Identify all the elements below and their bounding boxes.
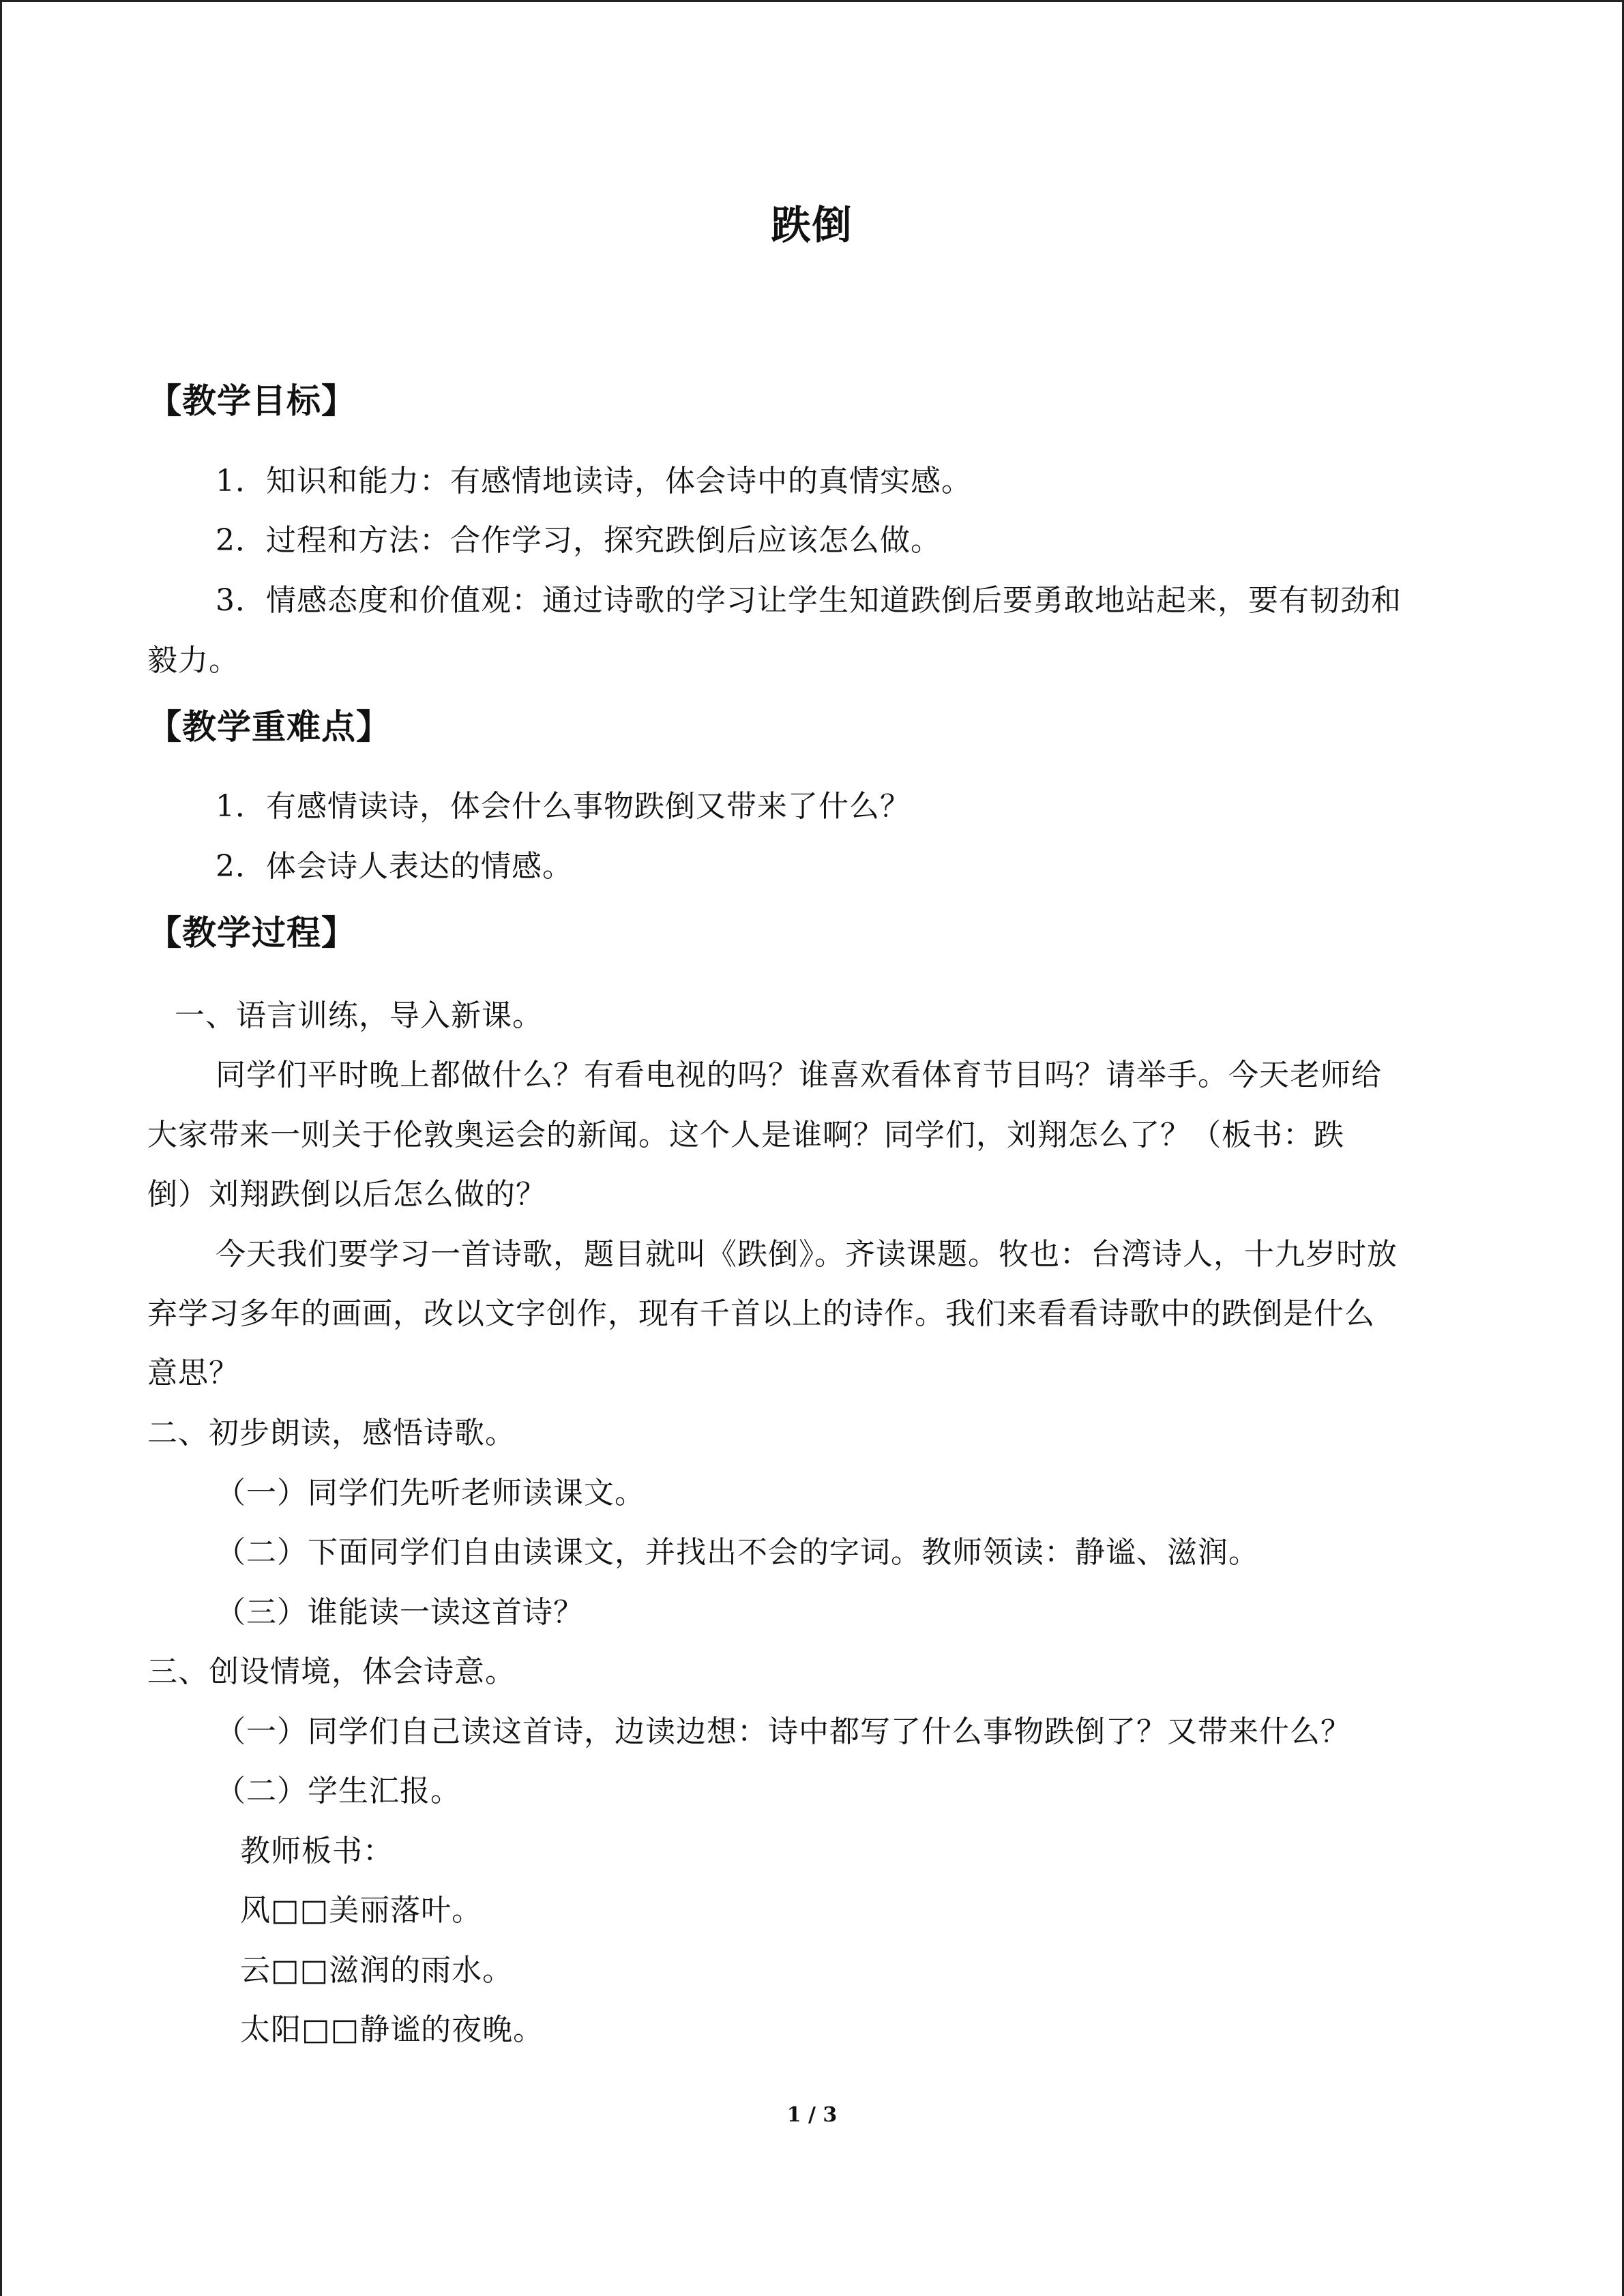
process-paragraph: 大家带来一则关于伦敦奥运会的新闻。这个人是谁啊？同学们，刘翔怎么了？（板书：跌	[147, 1118, 1344, 1152]
process-paragraph: 同学们平时晚上都做什么？有看电视的吗？谁喜欢看体育节目吗？请举手。今天老师给	[216, 1058, 1382, 1092]
key-point-item: 2．体会诗人表达的情感。	[216, 849, 573, 884]
process-paragraph: 今天我们要学习一首诗歌，题目就叫《跌倒》。齐读课题。牧也：台湾诗人，十九岁时放	[216, 1237, 1398, 1272]
page-number: 1 / 3	[786, 2103, 838, 2127]
process-step-heading: 三、创设情境，体会诗意。	[147, 1654, 516, 1689]
process-step-heading: 一、语言训练，导入新课。	[175, 998, 543, 1033]
objective-item: 3．情感态度和价值观：通过诗歌的学习让学生知道跌倒后要勇敢地站起来，要有韧劲和	[216, 583, 1402, 618]
process-sub-item: （一）同学们先听老师读课文。	[216, 1476, 645, 1510]
key-point-item: 1．有感情读诗，体会什么事物跌倒又带来了什么？	[216, 789, 911, 824]
blackboard-line: 风□□美丽落叶。	[240, 1893, 483, 1928]
blackboard-label: 教师板书：	[240, 1834, 394, 1868]
process-sub-item: （二）下面同学们自由读课文，并找出不会的字词。教师领读：静谧、滋润。	[216, 1535, 1259, 1570]
document-title: 跌倒	[771, 202, 853, 248]
process-step-heading: 二、初步朗读，感悟诗歌。	[147, 1416, 516, 1450]
process-sub-item: （三）谁能读一读这首诗？	[216, 1595, 584, 1630]
process-sub-item: （一）同学们自己读这首诗，边读边想：诗中都写了什么事物跌倒了？又带来什么？	[216, 1714, 1351, 1749]
blackboard-line: 太阳□□静谧的夜晚。	[240, 2012, 544, 2047]
heading-key-points: 【教学重难点】	[147, 707, 391, 747]
objective-item: 2．过程和方法：合作学习，探究跌倒后应该怎么做。	[216, 523, 941, 558]
process-paragraph: 意思？	[147, 1356, 239, 1390]
blackboard-line: 云□□滋润的雨水。	[240, 1953, 514, 1988]
heading-process: 【教学过程】	[147, 913, 356, 953]
process-paragraph: 弃学习多年的画画，改以文字创作，现有千首以上的诗作。我们来看看诗歌中的跌倒是什么	[147, 1296, 1375, 1331]
objective-item: 1．知识和能力：有感情地读诗，体会诗中的真情实感。	[216, 464, 972, 498]
process-sub-item: （二）学生汇报。	[216, 1774, 461, 1808]
process-paragraph: 倒）刘翔跌倒以后怎么做的？	[147, 1177, 546, 1212]
objective-item-continuation: 毅力。	[147, 643, 239, 678]
heading-objectives: 【教学目标】	[147, 381, 356, 421]
